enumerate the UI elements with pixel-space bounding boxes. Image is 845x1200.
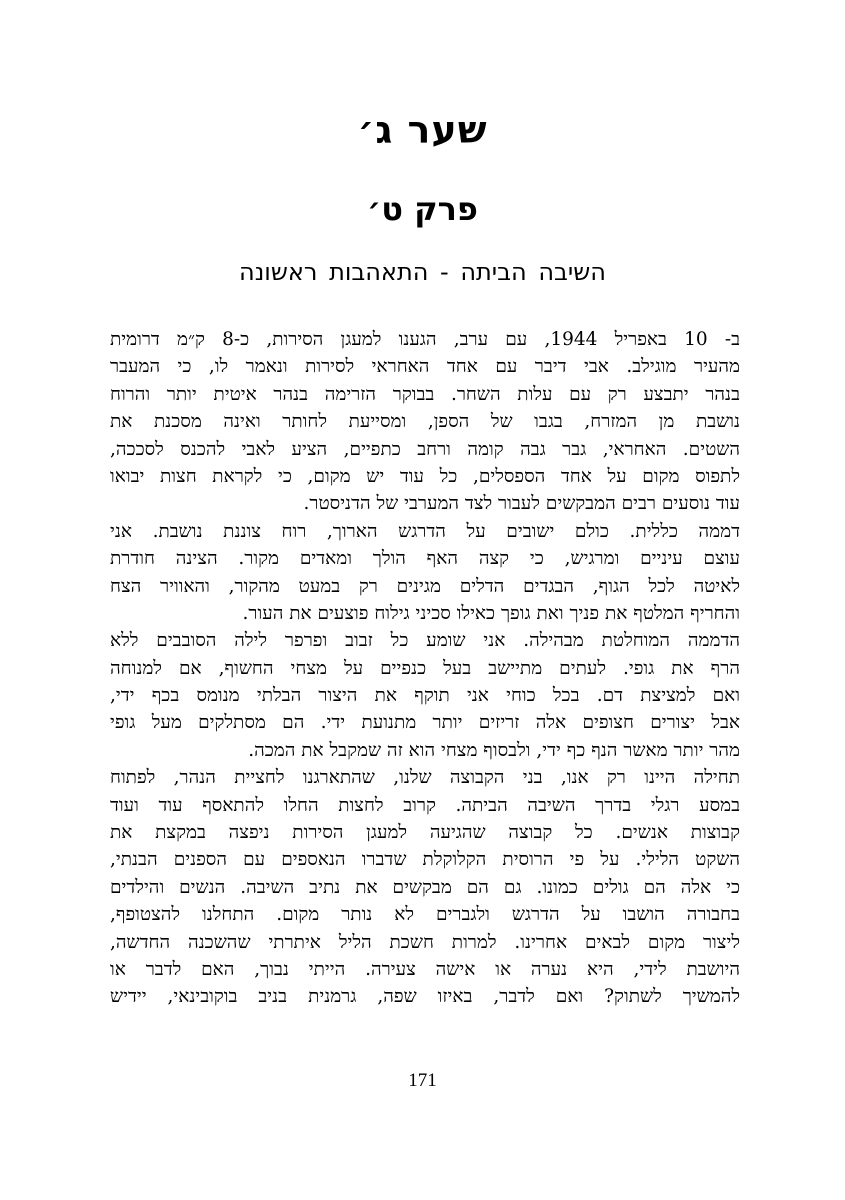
body-line: הדממה המוחלטת מבהילה. אני שומע כל זבוב ופרפר לילה הסובבים ללא xyxy=(110,630,740,652)
body-line: הרף את גופי. לעתים מתיישב בעל כנפיים על מצחי החשוף, אם למנוחה xyxy=(110,657,740,679)
body-line: דממה כללית. כולם ישובים על הדרגש הארוך, רוח צוננת נושבת. אני xyxy=(110,520,740,542)
body-line: היושבת לידי, היא נערה או אישה צעירה. הייתי נבוך, האם לדבר או xyxy=(110,958,740,980)
body-line: והחריף המלטף את פניך ואת גופך כאילו סכיני גילוח פוצעים את העור. xyxy=(242,602,740,624)
body-line: נושבת מן המזרח, בגבו של הספן, ומסייעת לחותר ואינה מסכנת את xyxy=(110,411,740,433)
body-line: כי אלה הם גולים כמונו. גם הם מבקשים את נתיב השיבה. הנשים והילדים xyxy=(110,876,740,898)
body-line: קבוצות אנשים. כל קבוצה שהגיעה למעגן הסירות ניפצה במקצת את xyxy=(110,822,740,844)
part-title: שער ג׳ xyxy=(357,108,488,152)
body-line: עוד נוסעים רבים המבקשים לעבור לצד המערבי של הדניסטר. xyxy=(303,493,740,515)
body-line: השטים. האחראי, גבר גבה קומה ורחב כתפיים, הציע לאבי להכנס לסככה, xyxy=(110,438,740,460)
body-text xyxy=(110,326,740,1011)
body-line: ואם למציצת דם. בכל כוחי אני תוקף את היצור הבלתי מנומס בכף ידי, xyxy=(110,685,740,707)
body-line: ב- 10 באפריל 1944, עם ערב, הגענו למעגן הסירות, כ-8 ק״מ דרומית xyxy=(110,329,740,350)
body-line: בחבורה הושבו על הדרגש ולגברים לא נותר מקום. התחלנו להצטופף, xyxy=(110,904,740,926)
body-line: ליצור מקום לבאים אחרינו. למרות חשכת הליל איתרתי שהשכנה החדשה, xyxy=(110,931,740,953)
body-line: להמשיך לשתוק? ואם לדבר, באיזו שפה, גרמנית בניב בוקובינאי, יידיש xyxy=(110,986,740,1008)
chapter-title: פרק ט׳ xyxy=(367,190,478,228)
body-line: אבל יצורים חצופים אלה זריזים יותר מתנועת ידי. הם מסתלקים מעל גופי xyxy=(110,712,740,734)
body-line: בנהר יתבצע רק עם עלות השחר. בבוקר הזרימה בנהר איטית יותר והרוח xyxy=(110,383,740,405)
body-line: במסע רגלי בדרך השיבה הביתה. קרוב לחצות החלו להתאסף עוד ועוד xyxy=(110,794,740,816)
page-number: 171 xyxy=(408,1070,437,1091)
section-title: השיבה הביתה - התאהבות ראשונה xyxy=(239,258,606,286)
body-line: מהר יותר מאשר הנף כף ידי, ולבסוף מצחי הוא זה שמקבל את המכה. xyxy=(248,739,740,761)
body-line: עוצם עיניים ומרגיש, כי קצה האף הולך ומאדים מקור. הצינה חודרת xyxy=(110,548,740,570)
body-line: לתפוס מקום על אחד הספסלים, כל עוד יש מקום, כי לקראת חצות יבואו xyxy=(110,465,740,487)
body-line: מהעיר מוגילב. אבי דיבר עם אחד האחראי לסירות ונאמר לו, כי המעבר xyxy=(110,356,740,378)
body-line: השקט הלילי. על פי הרוסית הקלוקלת שדברו הנאספים עם הספנים הבנתי, xyxy=(110,849,740,871)
body-line: לאיטה לכל הגוף, הבגדים הדלים מגינים רק במעט מהקור, והאוויר הצח xyxy=(110,575,740,597)
body-line: תחילה היינו רק אנו, בני הקבוצה שלנו, שהתארגנו לחציית הנהר, לפתוח xyxy=(110,767,740,789)
